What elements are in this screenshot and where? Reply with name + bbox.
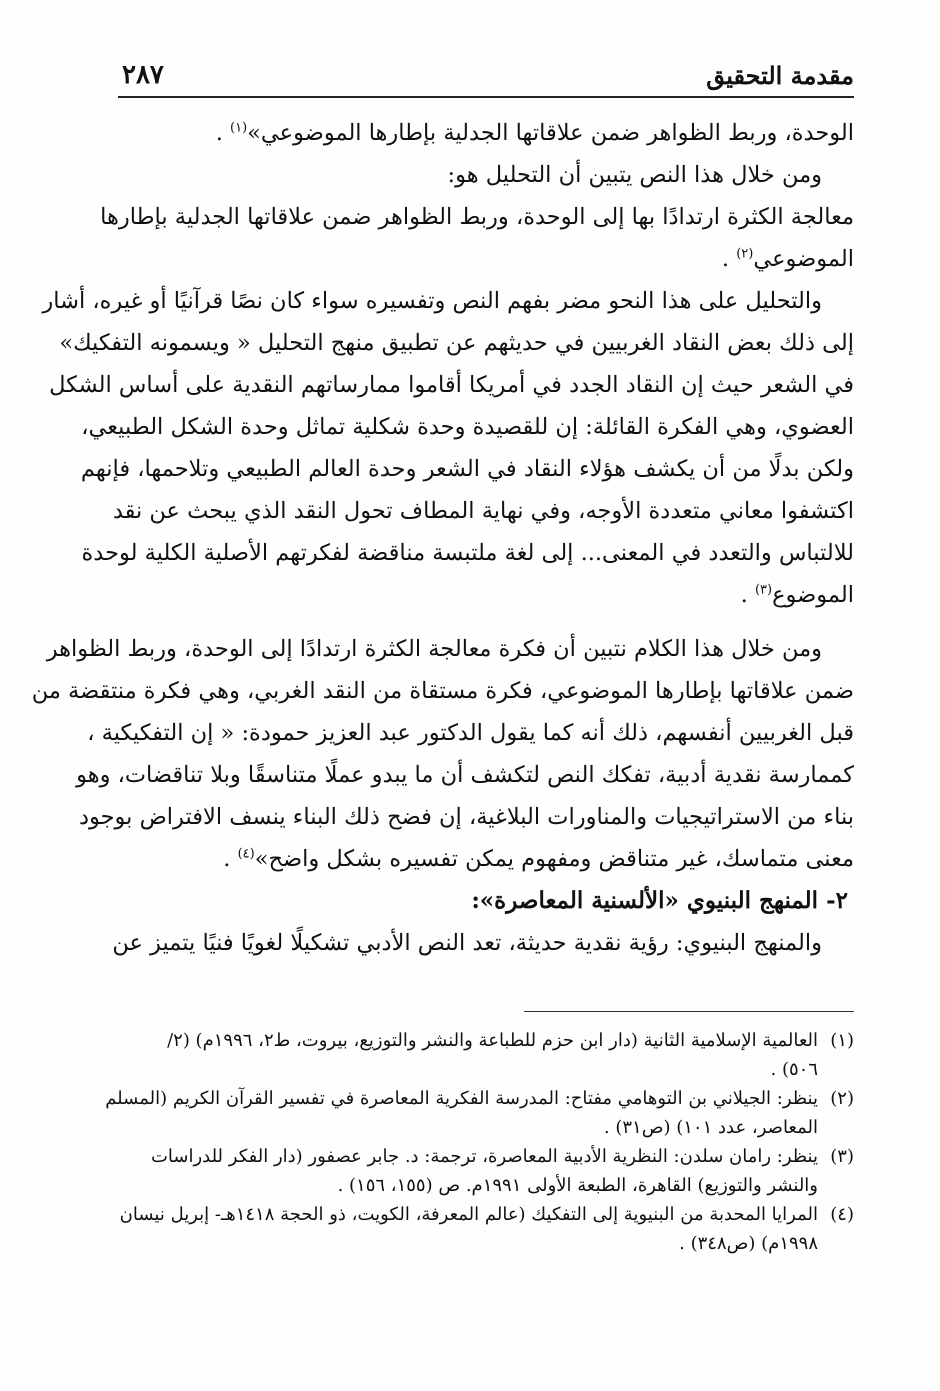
text-line: العضوي، وهي الفكرة القائلة: إن للقصيدة وحدة شكلية تماثل وحدة الشكل الطبيعي،	[81, 414, 854, 440]
text-line: بناء من الاستراتيجيات والمناورات البلاغية، إن فضح ذلك البناء ينسف الافتراض بوجود	[79, 804, 854, 830]
footnote-number: (٤)	[830, 1204, 854, 1225]
footnote-line: ١٩٩٨م) (ص٣٤٨) .	[679, 1233, 818, 1254]
running-head: مقدمة التحقيق	[706, 61, 854, 90]
footnote-ref: (٣)	[754, 582, 773, 598]
footnote-line: المعاصر، عدد ١٠١) (ص٣١) .	[603, 1117, 818, 1138]
footnote-number: (٣)	[830, 1146, 854, 1167]
footnotes	[105, 1026, 854, 1258]
text-line: كممارسة نقدية أدبية، تفكك النص لتكشف أن ما يبدو عملًا متناسقًا وبلا تناقضات، وهو	[76, 762, 854, 788]
footnote-line: ينظر: رامان سلدن: النظرية الأدبية المعاصرة، ترجمة: د. جابر عصفور (دار الفكر للدراسات	[150, 1146, 818, 1167]
text-line: اكتشفوا معاني متعددة الأوجه، وفي نهاية المطاف تحول النقد الذي يبحث عن نقد	[112, 498, 854, 524]
footnote-line: المرايا المحدبة من البنيوية إلى التفكيك (عالم المعرفة، الكويت، ذو الحجة ١٤١٨هـ- إبريل نيسان	[119, 1204, 818, 1225]
footnote-number: (٢)	[830, 1088, 854, 1109]
footnote-item	[118, 1200, 854, 1258]
text-line: والمنهج البنيوي: رؤية نقدية حديثة، تعد النص الأدبي تشكيلًا لغويًا فنيًا يتميز عن	[112, 930, 822, 956]
footnote-line: ٥٠٦) .	[770, 1059, 818, 1080]
footnote-line: ينظر: الجيلاني بن التوهامي مفتاح: المدرسة الفكرية المعاصرة في تفسير القرآن الكريم (المسلم	[105, 1088, 818, 1109]
footnote-item	[105, 1084, 854, 1142]
main-text	[31, 112, 854, 964]
text-line: والتحليل على هذا النحو مضر بفهم النص وتفسيره سواء كان نصًا قرآنيًا أو غيره، أشار	[42, 288, 822, 314]
text-line: معالجة الكثرة ارتدادًا بها إلى الوحدة، وربط الظواهر ضمن علاقاتها الجدلية بإطارها	[100, 204, 854, 230]
footnote-item	[118, 1142, 854, 1200]
page-number: ٢٨٧	[122, 60, 164, 90]
text-line: ومن خلال هذا النص يتبين أن التحليل هو:	[447, 162, 822, 188]
text-line: ضمن علاقاتها بإطارها الموضوعي، فكرة مستقاة من النقد الغربي، وهي فكرة منتقضة من	[31, 678, 854, 704]
text-line: معنى متماسك، غير متناقض ومفهوم يمكن تفسيره بشكل واضح»$^{(٤)}$ .	[223, 846, 854, 872]
text-line: قبل الغربيين أنفسهم، ذلك أنه كما يقول الدكتور عبد العزيز حمودة: « إن التفكيكية ،	[87, 720, 854, 746]
text-line: في الشعر حيث إن النقاد الجدد في أمريكا أقاموا ممارساتهم النقدية على أساس الشكل	[49, 372, 854, 398]
text-line: للالتباس والتعدد في المعنى... إلى لغة ملتبسة مناقضة لفكرتهم الأصلية الكلية لوحدة	[81, 540, 854, 566]
text-line: ومن خلال هذا الكلام نتبين أن فكرة معالجة الكثرة ارتدادًا إلى الوحدة، وربط الظواهر	[46, 636, 822, 662]
text-line: الموضوعي$^{(٢)}$ .	[721, 246, 854, 272]
text-line: إلى ذلك بعض النقاد الغربيين في حديثهم عن تطبيق منهج التحليل « ويسمونه التفكيك»	[59, 330, 854, 356]
page-header	[118, 56, 854, 98]
text-line: الموضوع$^{(٣)}$ .	[740, 582, 854, 608]
footnote-line: العالمية الإسلامية الثانية (دار ابن حزم للطباعة والنشر والتوزيع، بيروت، ط٢، ١٩٩٦م) (٢/	[167, 1030, 818, 1051]
footnote-number: (١)	[830, 1030, 854, 1051]
footnote-divider	[524, 1011, 854, 1012]
footnote-ref: (١)	[230, 120, 248, 136]
section-heading: ٢- المنهج البنيوي «الألسنية المعاصرة»:	[471, 887, 848, 914]
footnote-ref: (٢)	[736, 246, 754, 262]
footnote-item	[118, 1026, 854, 1084]
footnote-ref: (٤)	[237, 846, 255, 862]
text-line: الوحدة، وربط الظواهر ضمن علاقاتها الجدلية بإطارها الموضوعي»$^{(١)}$ .	[215, 120, 854, 146]
text-line: ولكن بدلًا من أن يكشف هؤلاء النقاد في الشعر وحدة العالم الطبيعي وتلاحمها، فإنهم	[80, 456, 854, 482]
footnote-line: والنشر والتوزيع) القاهرة، الطبعة الأولى ١٩٩١م. ص (١٥٥، ١٥٦) .	[337, 1175, 818, 1196]
